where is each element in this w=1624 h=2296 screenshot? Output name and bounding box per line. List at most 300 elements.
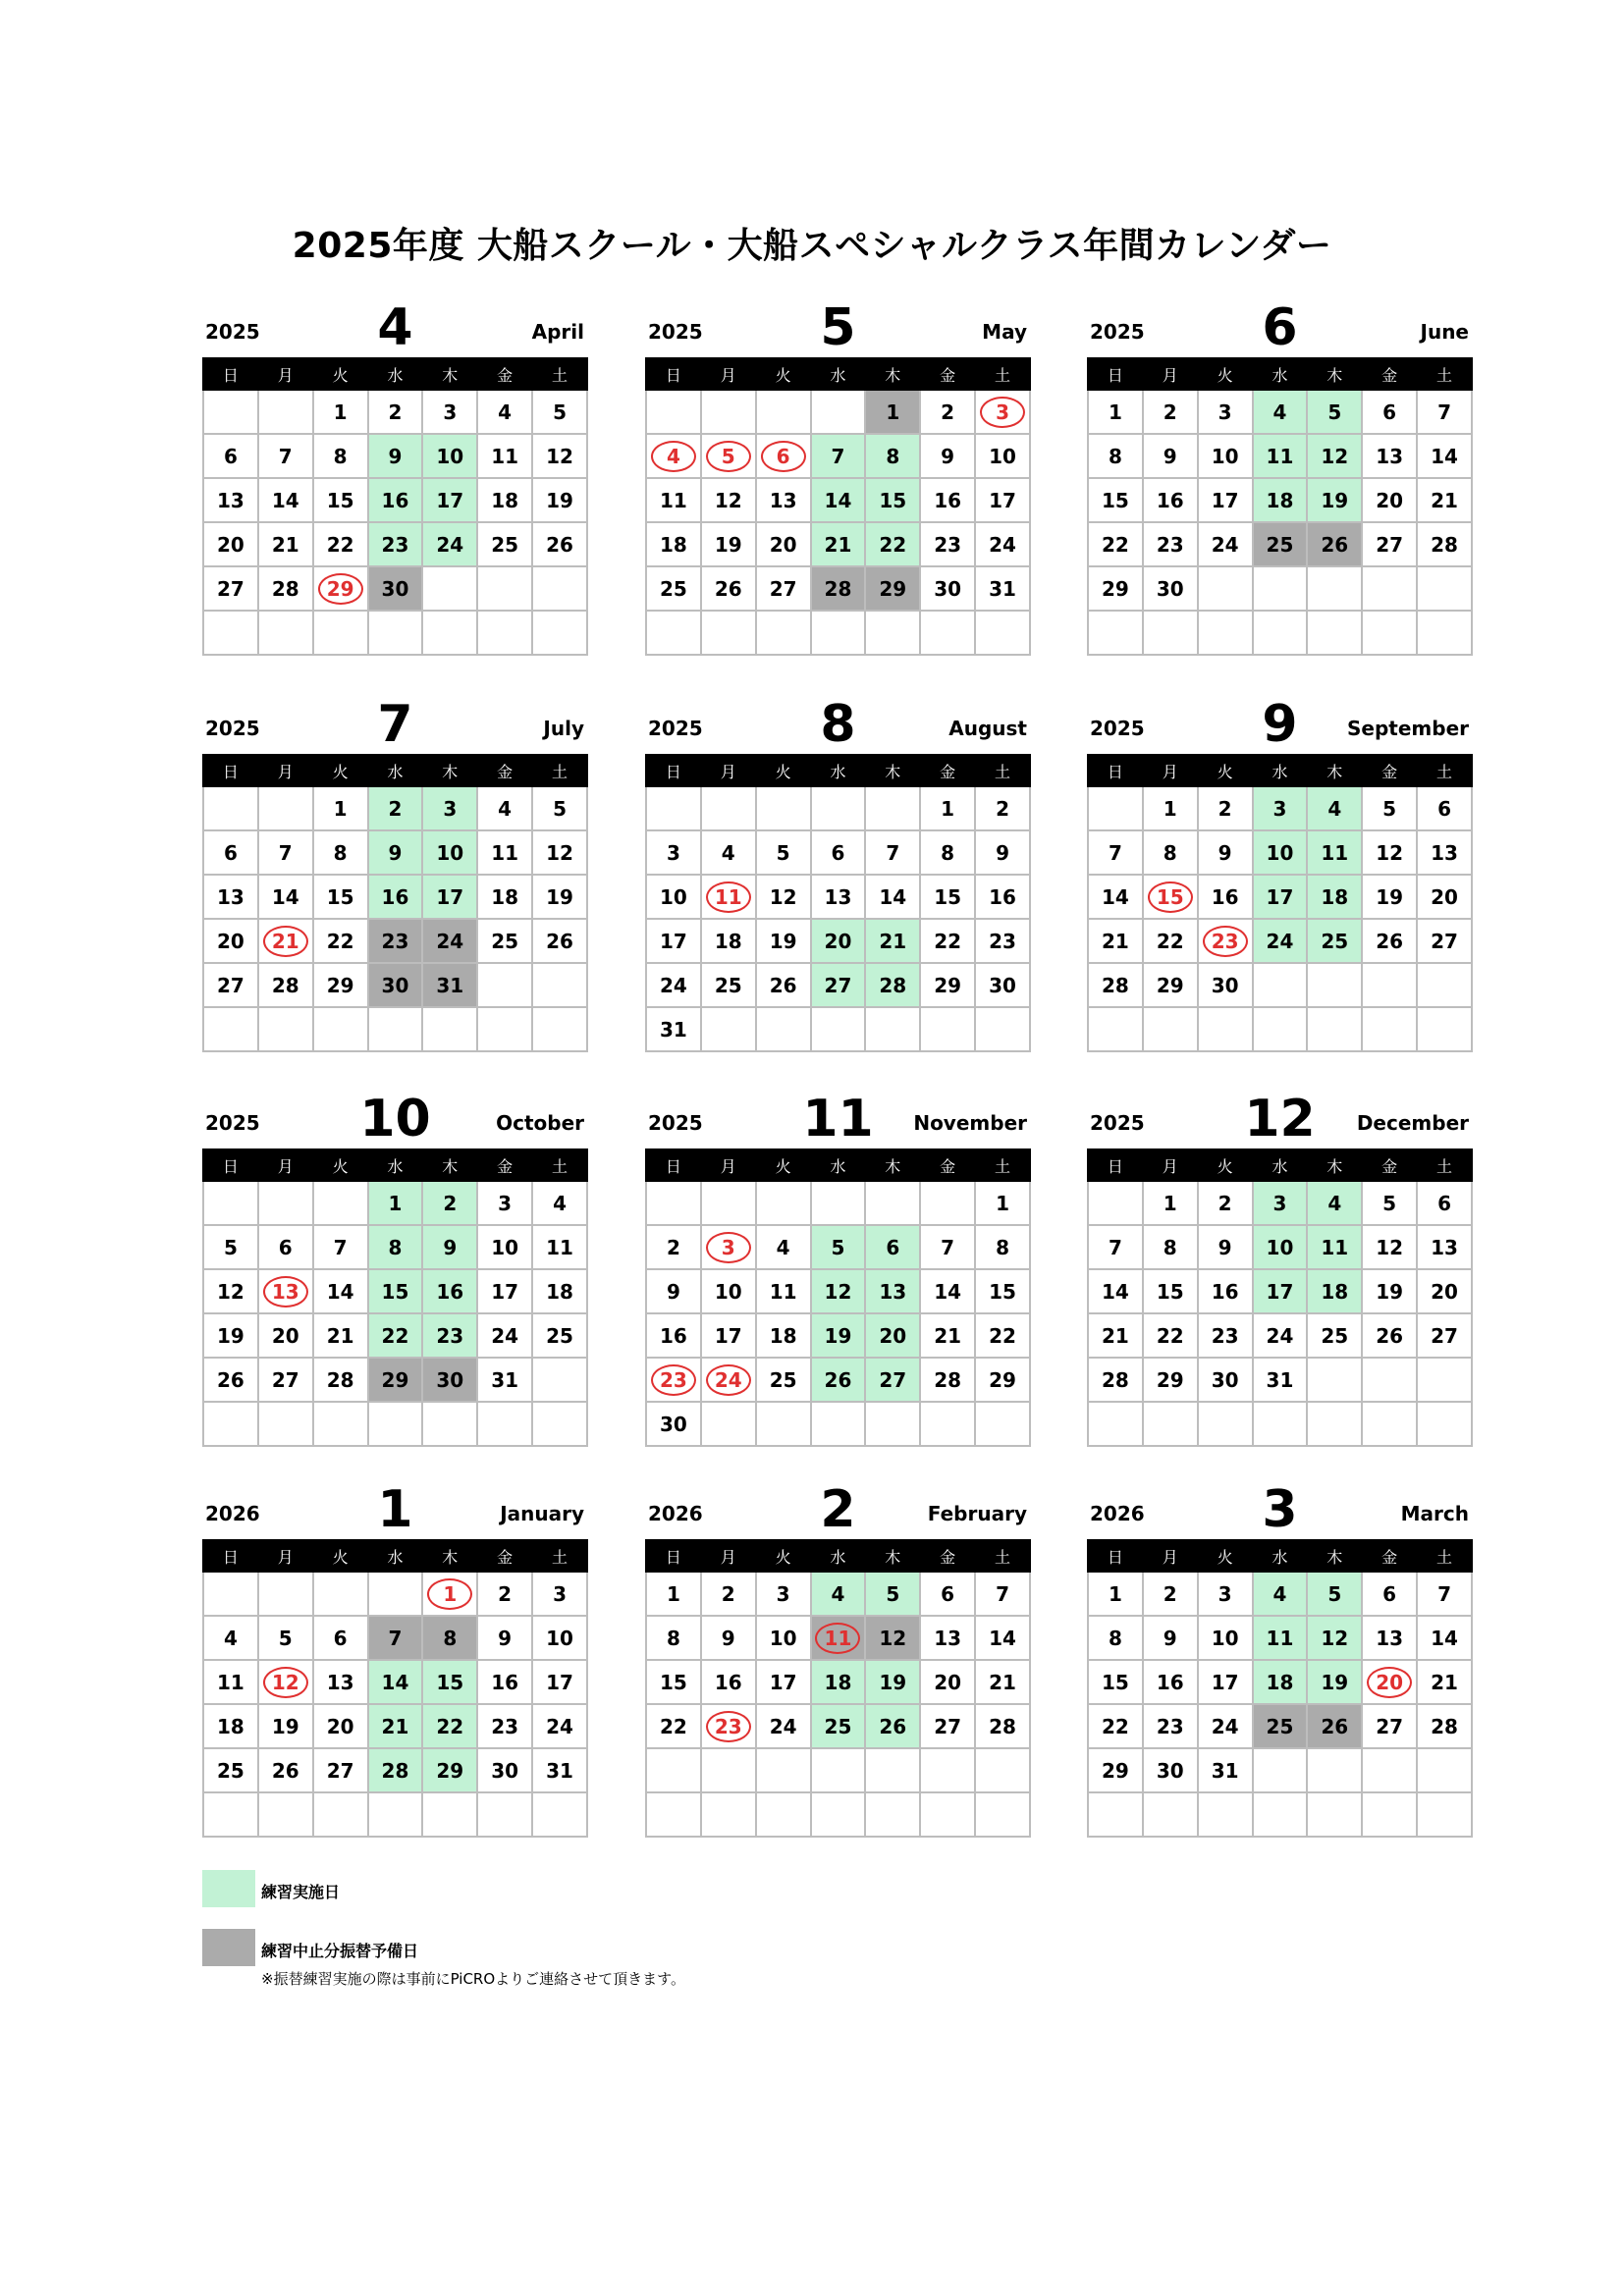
day-cell <box>368 434 423 478</box>
empty-cell <box>756 611 811 655</box>
week-row <box>1088 830 1472 875</box>
day-number: 22 <box>436 1714 464 1738</box>
day-number: 29 <box>1156 1367 1184 1392</box>
day-number: 28 <box>326 1367 354 1392</box>
empty-cell <box>1253 1007 1308 1051</box>
month-table <box>1087 754 1473 1052</box>
empty-cell <box>1362 611 1417 655</box>
month-name: August <box>948 717 1027 740</box>
weekday-header: 水 <box>1253 755 1308 786</box>
day-number: 11 <box>1321 1235 1349 1259</box>
empty-cell <box>1253 1792 1308 1837</box>
day-number: 16 <box>1156 488 1184 512</box>
day-cell <box>975 875 1030 919</box>
week-row <box>1088 390 1472 434</box>
day-cell <box>203 875 258 919</box>
day-cell <box>422 522 477 566</box>
day-number: 6 <box>278 1235 293 1259</box>
day-cell <box>811 1358 866 1402</box>
empty-cell <box>1417 1792 1472 1837</box>
day-number: 24 <box>989 532 1016 557</box>
empty-cell <box>1088 1402 1143 1446</box>
week-row <box>203 1616 587 1660</box>
day-cell <box>1198 1616 1253 1660</box>
day-number: 24 <box>546 1714 573 1738</box>
day-cell <box>313 478 368 522</box>
month-year: 2025 <box>1090 1111 1145 1135</box>
week-row <box>646 1748 1030 1792</box>
day-number: 19 <box>1376 884 1404 909</box>
weekday-header: 月 <box>258 358 313 390</box>
day-cell <box>1362 1225 1417 1269</box>
week-row <box>203 1572 587 1616</box>
day-cell <box>1143 478 1198 522</box>
day-number: 18 <box>1321 1279 1349 1304</box>
day-cell <box>975 522 1030 566</box>
weekday-header: 水 <box>811 1540 866 1572</box>
day-number: 14 <box>989 1626 1016 1650</box>
day-cell <box>756 1660 811 1704</box>
day-cell <box>258 566 313 611</box>
day-number: 8 <box>941 840 955 865</box>
empty-cell <box>756 1792 811 1837</box>
day-cell <box>646 1704 701 1748</box>
day-cell <box>203 1748 258 1792</box>
month-number: 11 <box>802 1090 874 1148</box>
month-calendar <box>645 1459 1031 1838</box>
day-cell <box>646 566 701 611</box>
day-cell <box>865 1358 920 1402</box>
day-cell <box>422 1225 477 1269</box>
day-cell <box>646 434 701 478</box>
day-number: 8 <box>333 444 348 468</box>
day-number: 17 <box>1266 884 1294 909</box>
day-number: 31 <box>546 1758 573 1783</box>
day-cell <box>1088 1358 1143 1402</box>
month-header <box>645 277 1031 357</box>
day-number: 26 <box>546 929 573 953</box>
month-calendar <box>645 277 1031 656</box>
day-number: 13 <box>769 488 797 512</box>
day-cell <box>422 830 477 875</box>
day-cell <box>1253 830 1308 875</box>
day-number: 31 <box>989 576 1016 601</box>
empty-cell <box>756 786 811 830</box>
day-cell <box>1143 830 1198 875</box>
day-number: 11 <box>1266 1626 1294 1650</box>
day-number: 25 <box>491 929 519 953</box>
day-cell <box>532 390 587 434</box>
day-cell <box>646 1313 701 1358</box>
empty-cell <box>975 1007 1030 1051</box>
day-number: 6 <box>886 1235 900 1259</box>
empty-cell <box>701 1402 756 1446</box>
day-cell <box>756 522 811 566</box>
empty-cell <box>1362 1792 1417 1837</box>
day-number: 26 <box>879 1714 907 1738</box>
day-cell <box>258 1748 313 1792</box>
week-row <box>646 919 1030 963</box>
day-cell <box>1362 1660 1417 1704</box>
day-number: 8 <box>1108 1626 1122 1650</box>
day-cell <box>975 1225 1030 1269</box>
month-year: 2025 <box>1090 320 1145 344</box>
day-number: 31 <box>436 973 464 997</box>
day-number: 14 <box>1431 444 1458 468</box>
day-cell <box>811 522 866 566</box>
weekday-header: 金 <box>1362 1149 1417 1181</box>
empty-cell <box>701 1181 756 1225</box>
day-cell <box>1198 478 1253 522</box>
day-cell <box>422 1313 477 1358</box>
day-number: 23 <box>1156 532 1184 557</box>
day-cell <box>920 1313 975 1358</box>
day-number: 20 <box>1431 884 1458 909</box>
weekday-header: 土 <box>532 358 587 390</box>
weekday-header: 日 <box>203 1149 258 1181</box>
week-row <box>203 434 587 478</box>
day-cell <box>811 919 866 963</box>
empty-cell <box>203 1181 258 1225</box>
day-number: 25 <box>546 1323 573 1348</box>
day-number: 14 <box>326 1279 354 1304</box>
day-cell <box>532 1572 587 1616</box>
day-cell <box>701 566 756 611</box>
day-cell <box>313 786 368 830</box>
empty-cell <box>422 1402 477 1446</box>
day-number: 3 <box>1272 1191 1287 1215</box>
empty-cell <box>756 390 811 434</box>
empty-cell <box>646 390 701 434</box>
day-number: 26 <box>714 576 742 601</box>
day-cell <box>203 1704 258 1748</box>
weekday-header: 土 <box>975 1149 1030 1181</box>
day-cell <box>368 566 423 611</box>
empty-cell <box>532 1792 587 1837</box>
day-cell <box>258 830 313 875</box>
day-cell <box>368 919 423 963</box>
day-number: 20 <box>1376 488 1404 512</box>
day-cell <box>1307 1704 1362 1748</box>
day-number: 13 <box>824 884 852 909</box>
day-number: 13 <box>934 1626 962 1650</box>
weekday-header-row <box>1088 755 1472 786</box>
day-cell <box>1362 830 1417 875</box>
weekday-header: 金 <box>920 358 975 390</box>
day-number: 20 <box>1431 1279 1458 1304</box>
day-number: 30 <box>491 1758 519 1783</box>
day-cell <box>646 830 701 875</box>
week-row <box>203 390 587 434</box>
day-cell <box>865 1269 920 1313</box>
day-cell <box>811 830 866 875</box>
day-cell <box>920 566 975 611</box>
day-number: 29 <box>879 576 907 601</box>
day-number: 30 <box>381 576 409 601</box>
day-cell <box>1143 875 1198 919</box>
day-number: 9 <box>498 1626 513 1650</box>
day-number: 23 <box>934 532 962 557</box>
day-number: 20 <box>217 929 244 953</box>
empty-cell <box>1307 963 1362 1007</box>
weekday-header: 月 <box>1143 1149 1198 1181</box>
day-number: 1 <box>1108 1581 1122 1606</box>
day-cell <box>646 1225 701 1269</box>
day-cell <box>368 1660 423 1704</box>
day-number: 15 <box>989 1279 1016 1304</box>
day-number: 26 <box>1321 1714 1349 1738</box>
day-cell <box>1253 478 1308 522</box>
weekday-header: 水 <box>811 358 866 390</box>
weekday-header: 日 <box>1088 755 1143 786</box>
day-cell <box>1253 1181 1308 1225</box>
day-number: 18 <box>824 1670 852 1694</box>
empty-cell <box>258 390 313 434</box>
day-number: 21 <box>934 1323 962 1348</box>
day-cell <box>1088 1660 1143 1704</box>
day-cell <box>477 1616 532 1660</box>
day-cell <box>811 566 866 611</box>
day-cell <box>1253 1616 1308 1660</box>
day-cell <box>1143 919 1198 963</box>
day-cell <box>1088 1269 1143 1313</box>
day-number: 2 <box>996 796 1009 821</box>
day-number: 14 <box>934 1279 962 1304</box>
week-row <box>1088 1792 1472 1837</box>
empty-cell <box>1143 1007 1198 1051</box>
empty-cell <box>368 1007 423 1051</box>
weekday-header: 月 <box>258 1149 313 1181</box>
week-row <box>203 522 587 566</box>
empty-cell <box>701 1748 756 1792</box>
empty-cell <box>532 611 587 655</box>
day-number: 19 <box>714 532 742 557</box>
weekday-header: 日 <box>646 1149 701 1181</box>
day-cell <box>1417 434 1472 478</box>
day-cell <box>1307 1572 1362 1616</box>
day-cell <box>975 1181 1030 1225</box>
empty-cell <box>701 1007 756 1051</box>
empty-cell <box>258 611 313 655</box>
day-cell <box>1088 478 1143 522</box>
month-table <box>202 1148 588 1447</box>
empty-cell <box>701 611 756 655</box>
day-number: 16 <box>660 1323 687 1348</box>
day-cell <box>313 919 368 963</box>
day-cell <box>646 1660 701 1704</box>
day-cell <box>1307 1269 1362 1313</box>
day-cell <box>1362 1616 1417 1660</box>
weekday-header-row <box>646 358 1030 390</box>
empty-cell <box>258 1402 313 1446</box>
day-number: 28 <box>381 1758 409 1783</box>
day-number: 18 <box>1321 884 1349 909</box>
day-number: 21 <box>381 1714 409 1738</box>
day-cell <box>1143 1616 1198 1660</box>
day-number: 15 <box>1102 488 1129 512</box>
day-number: 25 <box>217 1758 244 1783</box>
empty-cell <box>1088 611 1143 655</box>
day-number: 4 <box>1327 1191 1342 1215</box>
weekday-header-row <box>646 755 1030 786</box>
day-cell <box>865 830 920 875</box>
day-cell <box>313 434 368 478</box>
day-cell <box>865 1313 920 1358</box>
day-cell <box>368 1358 423 1402</box>
day-cell <box>1253 919 1308 963</box>
day-cell <box>368 1313 423 1358</box>
empty-cell <box>313 1007 368 1051</box>
empty-cell <box>865 1748 920 1792</box>
empty-cell <box>422 566 477 611</box>
week-row <box>646 478 1030 522</box>
day-number: 6 <box>333 1626 348 1650</box>
month-number: 7 <box>377 695 413 754</box>
day-cell <box>532 1660 587 1704</box>
day-cell <box>477 919 532 963</box>
week-row <box>646 1358 1030 1402</box>
day-number: 27 <box>769 576 797 601</box>
day-number: 29 <box>381 1367 409 1392</box>
month-table <box>645 754 1031 1052</box>
day-number: 9 <box>388 840 403 865</box>
weekday-header: 水 <box>1253 358 1308 390</box>
week-row <box>203 566 587 611</box>
month-year: 2025 <box>205 320 260 344</box>
week-row <box>646 1269 1030 1313</box>
empty-cell <box>258 1572 313 1616</box>
day-number: 13 <box>1431 840 1458 865</box>
weekday-header: 水 <box>811 755 866 786</box>
day-number: 17 <box>1211 488 1239 512</box>
day-number: 1 <box>666 1581 680 1606</box>
empty-cell <box>701 390 756 434</box>
day-cell <box>368 1616 423 1660</box>
empty-cell <box>258 1792 313 1837</box>
empty-cell <box>1417 1007 1472 1051</box>
day-cell <box>532 1269 587 1313</box>
day-number: 24 <box>1266 1323 1294 1348</box>
day-cell <box>1143 1358 1198 1402</box>
day-number: 9 <box>941 444 955 468</box>
empty-cell <box>477 611 532 655</box>
day-cell <box>1253 1269 1308 1313</box>
weekday-header: 金 <box>477 358 532 390</box>
day-number: 6 <box>941 1581 955 1606</box>
weekday-header: 水 <box>1253 1149 1308 1181</box>
empty-cell <box>1417 963 1472 1007</box>
day-number: 31 <box>660 1017 687 1041</box>
day-cell <box>646 963 701 1007</box>
month-number: 5 <box>820 298 856 357</box>
week-row <box>1088 478 1472 522</box>
week-row <box>646 1704 1030 1748</box>
empty-cell <box>532 1402 587 1446</box>
weekday-header: 火 <box>756 755 811 786</box>
month-table <box>645 1539 1031 1838</box>
month-number: 10 <box>359 1090 431 1148</box>
weekday-header: 水 <box>368 1149 423 1181</box>
empty-cell <box>646 1748 701 1792</box>
day-number: 1 <box>886 400 900 424</box>
day-cell <box>811 1704 866 1748</box>
day-number: 17 <box>436 884 464 909</box>
day-number: 30 <box>381 973 409 997</box>
day-number: 19 <box>824 1323 852 1348</box>
week-row <box>646 1181 1030 1225</box>
empty-cell <box>756 1007 811 1051</box>
week-row <box>203 1007 587 1051</box>
day-cell <box>646 1572 701 1616</box>
day-cell <box>368 478 423 522</box>
weekday-header: 土 <box>975 358 1030 390</box>
day-number: 7 <box>388 1626 403 1650</box>
day-cell <box>368 390 423 434</box>
day-cell <box>646 1007 701 1051</box>
day-number: 10 <box>769 1626 797 1650</box>
day-cell <box>975 434 1030 478</box>
day-number: 6 <box>223 444 238 468</box>
day-number: 30 <box>989 973 1016 997</box>
day-cell <box>422 1572 477 1616</box>
empty-cell <box>920 1792 975 1837</box>
empty-cell <box>1307 1358 1362 1402</box>
day-cell <box>920 1225 975 1269</box>
day-number: 16 <box>491 1670 519 1694</box>
day-cell <box>258 522 313 566</box>
day-cell <box>422 963 477 1007</box>
practice-label: 練習実施日 <box>261 1883 341 1901</box>
week-row <box>203 830 587 875</box>
weekday-header: 日 <box>646 358 701 390</box>
weekday-header: 土 <box>1417 1540 1472 1572</box>
day-number: 2 <box>498 1581 513 1606</box>
day-cell <box>313 390 368 434</box>
day-number: 13 <box>1431 1235 1458 1259</box>
empty-cell <box>422 1007 477 1051</box>
day-number: 10 <box>491 1235 519 1259</box>
day-cell <box>368 522 423 566</box>
day-cell <box>203 830 258 875</box>
day-number: 9 <box>721 1626 735 1650</box>
day-number: 7 <box>278 840 293 865</box>
month-year: 2026 <box>1090 1502 1145 1525</box>
day-number: 28 <box>1431 532 1458 557</box>
day-number: 3 <box>1218 400 1232 424</box>
day-cell <box>756 478 811 522</box>
empty-cell <box>477 1007 532 1051</box>
day-number: 20 <box>271 1323 299 1348</box>
day-cell <box>975 1572 1030 1616</box>
weekday-header: 水 <box>811 1149 866 1181</box>
day-number: 5 <box>553 796 567 821</box>
day-cell <box>701 1704 756 1748</box>
day-cell <box>865 919 920 963</box>
day-cell <box>1362 478 1417 522</box>
day-number: 28 <box>1102 1367 1129 1392</box>
empty-cell <box>1362 566 1417 611</box>
day-cell <box>1362 1704 1417 1748</box>
day-cell <box>1088 875 1143 919</box>
empty-cell <box>1198 611 1253 655</box>
weekday-header-row <box>203 755 587 786</box>
week-row <box>1088 611 1472 655</box>
day-number: 13 <box>1376 1626 1404 1650</box>
day-cell <box>1143 434 1198 478</box>
day-cell <box>756 830 811 875</box>
day-cell <box>368 1181 423 1225</box>
month-calendar <box>1087 1068 1473 1447</box>
